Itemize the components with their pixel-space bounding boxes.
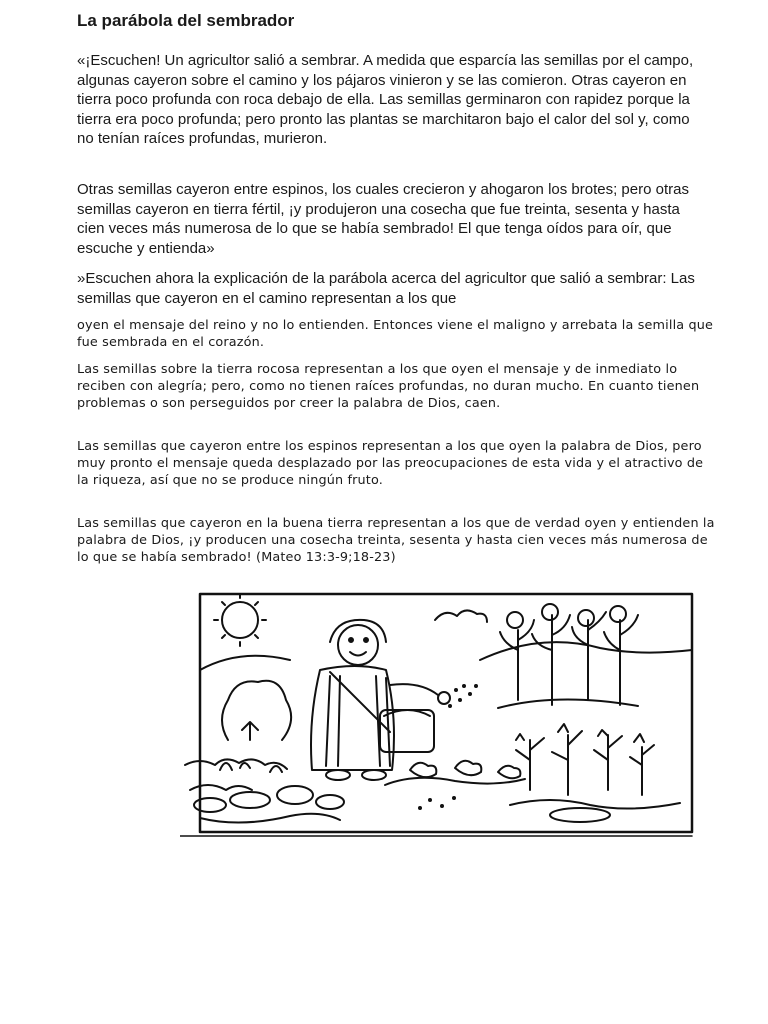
sower-illustration: [180, 590, 695, 840]
farmer-figure: [311, 620, 450, 780]
cloud-icon: [435, 610, 487, 622]
paragraph-thorns-explanation: Las semillas que cayeron entre los espinos representan a los que oyen la palabra de Dios, pero muy pronto el mensaje queda desplazado por las preocupaciones de esta vida y el atractivo de la riqueza, así que no se produce ningún fruto.: [77, 439, 704, 488]
thorns-icon: [510, 724, 680, 822]
good-soil-plants-icon: [498, 604, 638, 708]
paragraph-parable-intro: «¡Escuchen! Un agricultor salió a sembrar. A medida que esparcía las semillas por el campo, algunas cayeron sobre el camino y los pájaros vinieron y se las comieron. Otras cayeron en tierra poco profunda con roca debajo de ella. Las semillas germinaron con rapidez porque la tierra era poco profunda; pero pronto las plantas se marchitaron bajo el calor del sol y, como no tenían raíces profundas, murieron.: [77, 52, 694, 147]
bush-icon: [222, 681, 291, 740]
sun-icon: [214, 594, 266, 646]
paragraph-parable-thorns-good-soil: Otras semillas cayeron entre espinos, los cuales crecieron y ahogaron los brotes; pero otras semillas cayeron en tierra fértil, ¡y produjeron una cosecha que fue treinta, sesenta y hasta cien veces más numerosa de lo que se había sembrado! El que tenga oídos para oír, que escuche y entienda»: [77, 181, 689, 257]
illustration-frame: [200, 594, 692, 832]
paragraph-path-explanation: oyen el mensaje del reino y no lo entienden. Entonces viene el maligno y arrebata la semilla que fue sembrada en el corazón.: [77, 318, 714, 350]
paragraph-good-soil-explanation: Las semillas que cayeron en la buena tierra representan a los que de verdad oyen y entienden la palabra de Dios, ¡y producen una cosecha treinta, sesenta y hasta cien veces más numerosa de lo que se había sembrado! (Mateo 13:3-9;18-23): [77, 516, 715, 565]
paragraph-explanation-intro: »Escuchen ahora la explicación de la parábola acerca del agricultor que salió a sembrar: Las semillas que cayeron en el camino representan a los que: [77, 270, 695, 307]
rocky-ground-icon: [185, 759, 344, 822]
birds-icon: [385, 761, 525, 785]
paragraph-rocky-explanation: Las semillas sobre la tierra rocosa representan a los que oyen el mensaje y de inmediato lo reciben con alegría; pero, como no tienen raíces profundas, no duran mucho. En cuanto tienen problemas o son perseguidos por creer la palabra de Dios, caen.: [77, 362, 700, 411]
page-title: La parábola del sembrador: [77, 11, 295, 30]
